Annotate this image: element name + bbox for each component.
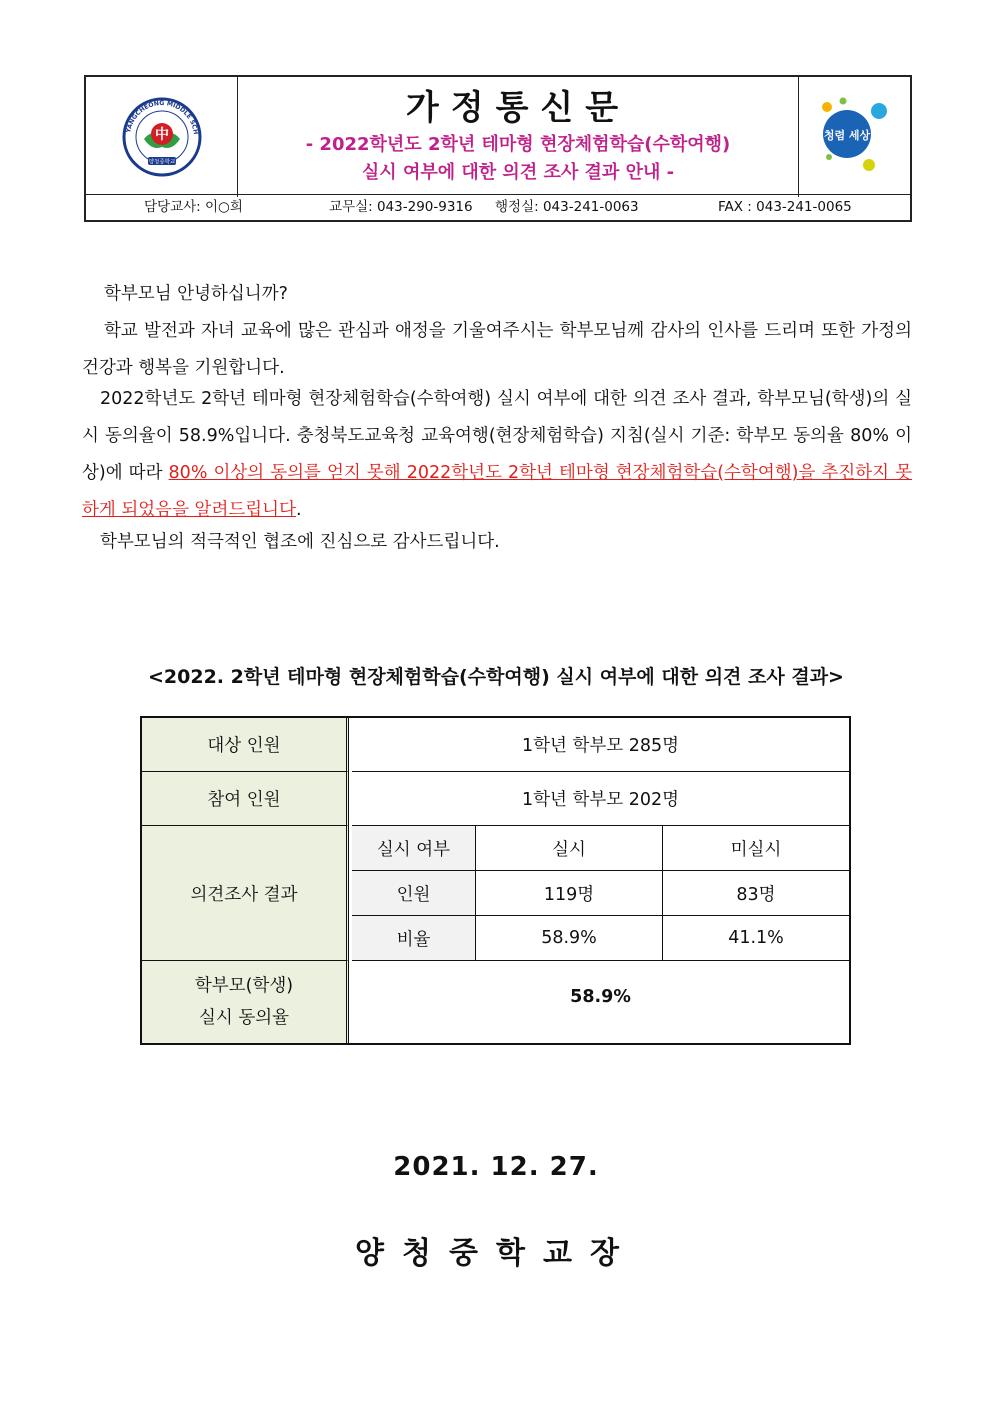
title-area <box>238 77 798 197</box>
principal-signature: 양청중학교장 <box>355 1236 637 1271</box>
teacher-contact: 담당교사: 이○희 <box>144 199 243 215</box>
row-ratio-label: 비율 <box>352 916 476 961</box>
subtitle-line-2: 실시 여부에 대한 의견 조사 결과 안내 - <box>361 162 675 183</box>
header-top-row <box>86 77 910 197</box>
count-no: 83명 <box>663 871 849 916</box>
agree-label <box>142 961 349 1043</box>
paragraph-1: 학교 발전과 자녀 교육에 많은 관심과 애정을 기울여주시는 학부모님께 감사의 인사를 드리며 또한 가정의 건강과 행복을 기원합니다. <box>82 321 912 378</box>
newsletter-header <box>84 75 912 222</box>
agree-label-line-2: 실시 동의율 <box>198 1008 290 1028</box>
integrity-logo-cell <box>798 77 910 197</box>
participant-value: 1학년 학부모 202명 <box>352 772 849 826</box>
ratio-no: 41.1% <box>663 916 849 961</box>
agree-value: 58.9% <box>570 987 631 1007</box>
logo-text: YANGCHEONG MIDDLE SCH <box>125 99 199 135</box>
integrity-logo-icon <box>799 77 911 197</box>
issue-date: 2021. 12. 27. <box>393 1152 599 1182</box>
agree-label-line-1: 학부모(학생) <box>194 976 294 996</box>
page-title: 가정통신문 <box>405 88 631 128</box>
survey-table <box>140 716 851 1045</box>
subtitle-line-1: - 2022학년도 2학년 테마형 현장체험학습(수학여행) <box>305 134 731 155</box>
contact-bar <box>86 194 910 220</box>
admin-phone: 행정실: 043-241-0063 <box>495 199 639 215</box>
col-no: 미실시 <box>663 826 849 871</box>
count-yes: 119명 <box>476 871 663 916</box>
paragraph-2-text: 2022학년도 2학년 테마형 현장체험학습(수학여행) 실시 여부에 대한 의견 조사 결과, 학부모님(학생)의 실시 동의율이 58.9%입니다. 충청북도교육청 교육여행(현장체험학습) 지침(실시 기준: 학부모 동의율 80% 이상)에 따라 <box>82 389 912 483</box>
result-label: 의견조사 결과 <box>142 826 349 961</box>
closing-text: 학부모님의 적극적인 협조에 진심으로 감사드립니다. <box>100 532 500 552</box>
school-emblem-icon <box>86 77 238 197</box>
greeting: 학부모님 안녕하십니까? <box>104 284 288 304</box>
col-header: 실시 여부 <box>352 826 476 871</box>
school-logo-cell <box>86 77 238 197</box>
office-phone: 교무실: 043-290-9316 <box>329 199 473 215</box>
row-count-label: 인원 <box>352 871 476 916</box>
fax-number: FAX : 043-241-0065 <box>718 199 852 215</box>
participant-label: 참여 인원 <box>142 772 349 826</box>
logo-han-char: 中 <box>155 127 169 143</box>
paragraph-2-end: . <box>296 500 302 520</box>
survey-table-title: <2022. 2학년 테마형 현장체험학습(수학여행) 실시 여부에 대한 의견 조사 결과> <box>148 666 844 688</box>
target-value: 1학년 학부모 285명 <box>352 718 849 772</box>
ratio-yes: 58.9% <box>476 916 663 961</box>
paragraph-2 <box>82 381 912 529</box>
logo-caption: 양청중학교 <box>148 159 176 166</box>
paragraph-2-highlight: 80% 이상의 동의를 얻지 못해 2022학년도 2학년 테마형 현장체험학습(수학여행)을 추진하지 못하게 되었음을 알려드립니다 <box>82 463 912 520</box>
integrity-logo-text: 청렴 세상 <box>823 129 871 142</box>
target-label: 대상 인원 <box>142 718 349 772</box>
col-yes: 실시 <box>476 826 663 871</box>
